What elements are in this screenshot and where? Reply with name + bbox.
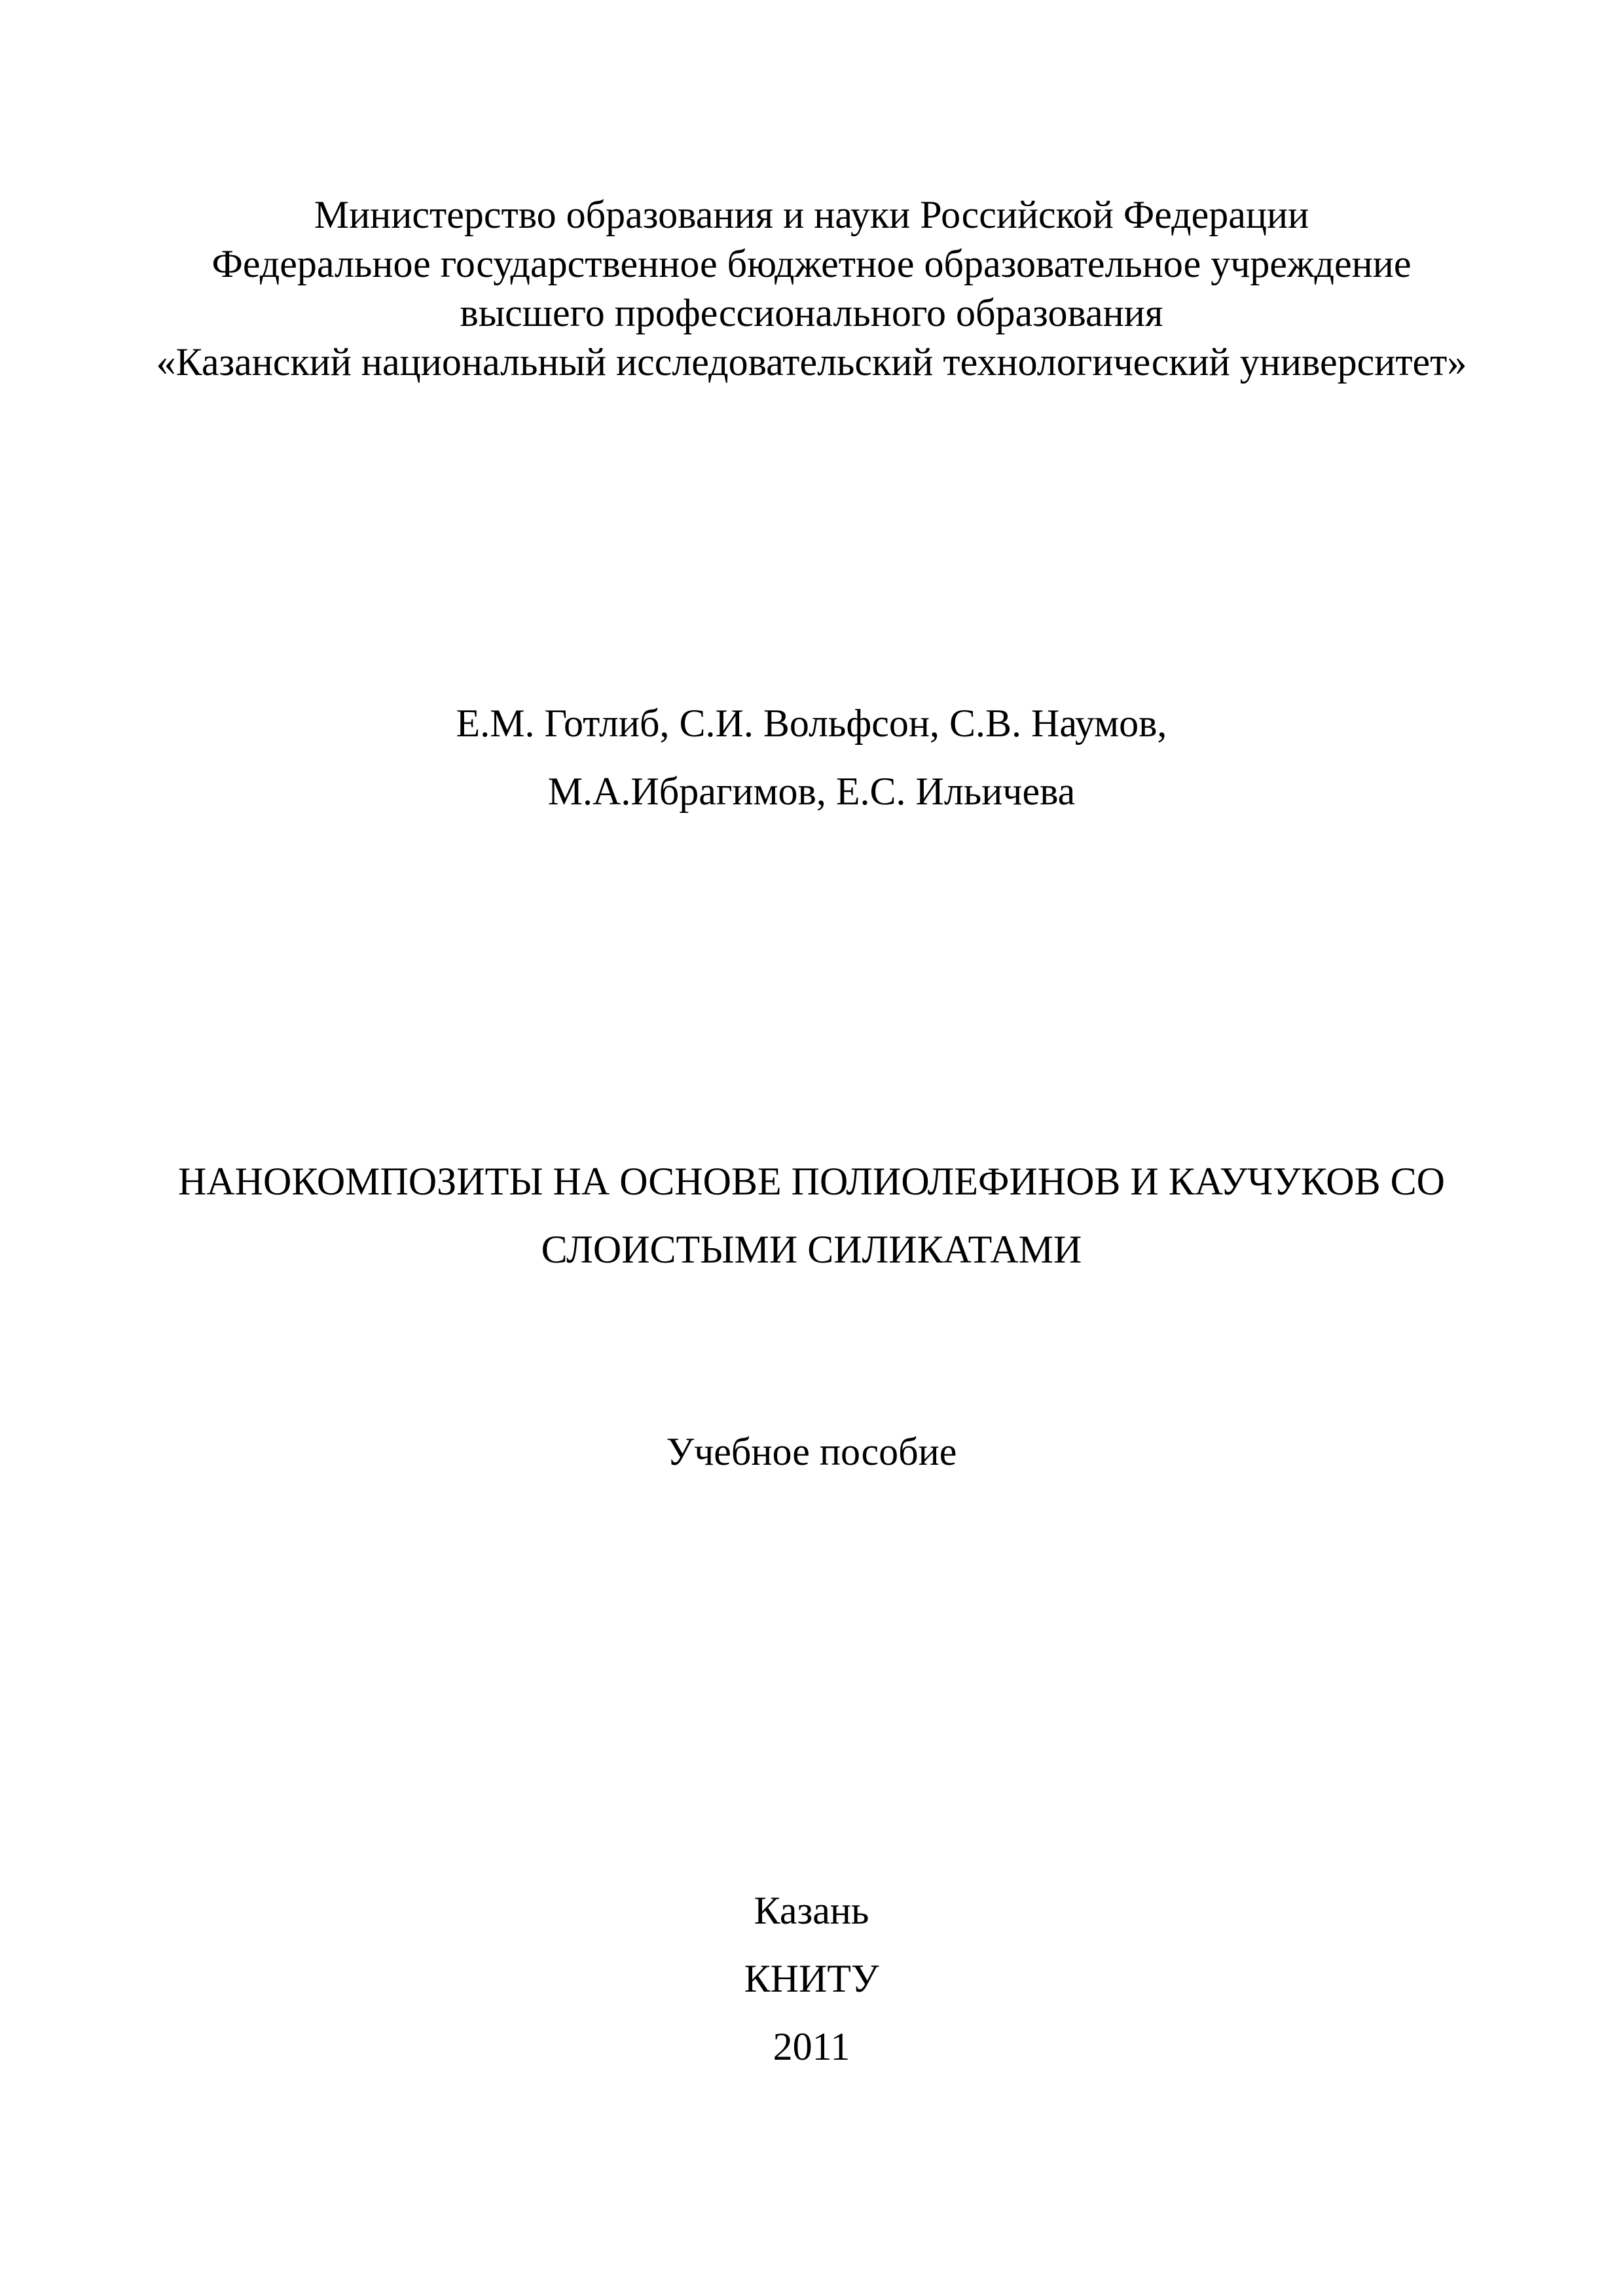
imprint-city: Казань bbox=[754, 1889, 869, 1932]
title-line-2: СЛОИСТЫМИ СИЛИКАТАМИ bbox=[541, 1228, 1082, 1271]
imprint-publisher: КНИТУ bbox=[744, 1957, 879, 2000]
authors-line-2: М.А.Ибрагимов, Е.С. Ильичева bbox=[547, 770, 1076, 813]
book-subtitle: Учебное пособие bbox=[666, 1430, 957, 1473]
university-name-line: «Казанский национальный исследовательский технологический университет» bbox=[156, 340, 1467, 384]
title-line-1: НАНОКОМПОЗИТЫ НА ОСНОВЕ ПОЛИОЛЕФИНОВ И КАУЧУКОВ СО bbox=[178, 1160, 1445, 1203]
ministry-line: Министерство образования и науки Российской Федерации bbox=[314, 193, 1309, 236]
education-level-line: высшего профессионального образования bbox=[460, 291, 1163, 334]
institution-type-line: Федеральное государственное бюджетное образовательное учреждение bbox=[211, 242, 1412, 285]
imprint-year: 2011 bbox=[773, 2025, 850, 2068]
authors-line-1: Е.М. Готлиб, С.И. Вольфсон, С.В. Наумов, bbox=[456, 702, 1167, 745]
